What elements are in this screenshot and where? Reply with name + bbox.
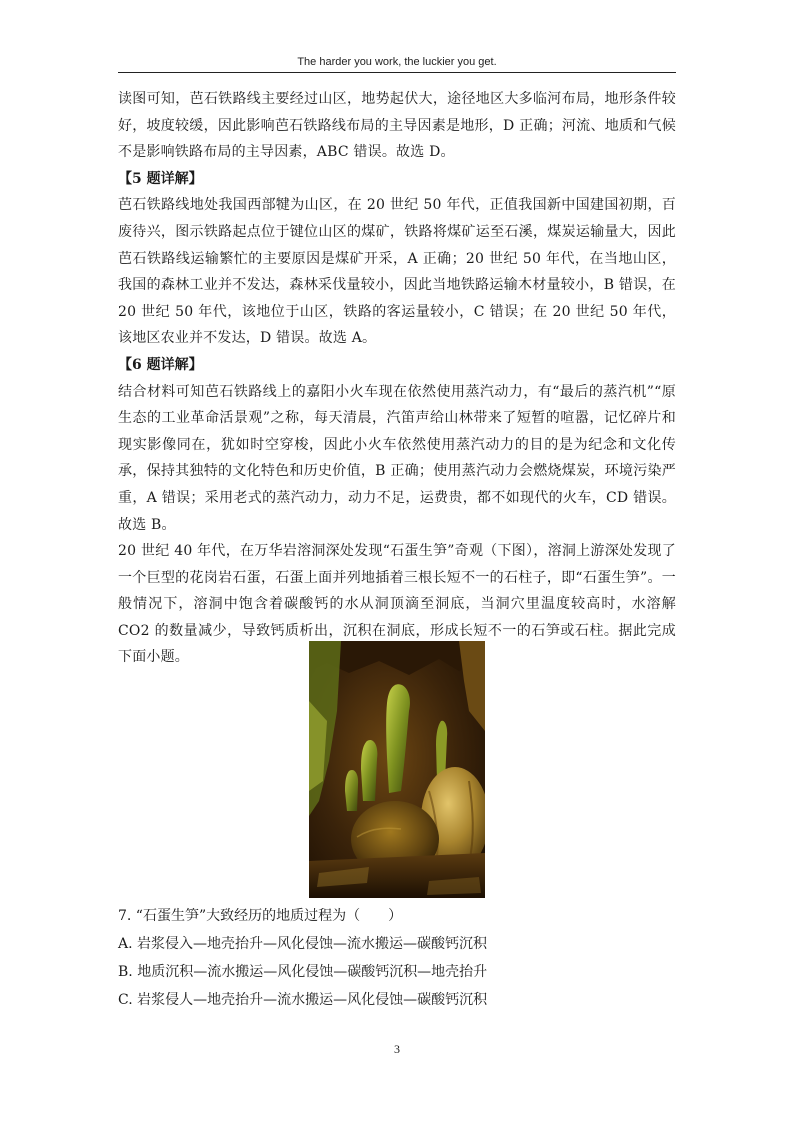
cave-stalagmite-photo [309, 641, 485, 898]
header-divider [118, 72, 676, 73]
question-7-option-c: C. 岩浆侵人—地壳抬升—流水搬运—风化侵蚀—碳酸钙沉积 [118, 992, 488, 1008]
heading-q5-explanation: 【5 题详解】 [118, 170, 203, 187]
heading-q6-explanation: 【6 题详解】 [118, 356, 203, 373]
question-7-option-b: B. 地质沉积—流水搬运—风化侵蚀—碳酸钙沉积—地壳抬升 [118, 964, 488, 980]
question-7 [118, 902, 676, 1014]
document-body [118, 86, 676, 671]
paragraph-q6-explanation: 结合材料可知芭石铁路线上的嘉阳小火车现在依然使用蒸汽动力，有“最后的蒸汽机”“原生态的工业革命活景观”之称，每天清晨，汽笛声给山林带来了短暂的喧嚣，记忆碎片和现实影像同在，犹如时空穿梭，因此小火车依然使用蒸汽动力的目的是为纪念和文化传承，保持其独特的文化特色和历史价值，B 正确；使用蒸汽动力会燃烧煤炭，环境污染严重，A 错误；采用老式的蒸汽动力，动力不足，运费贵，都不如现代的火车，CD 错误。故选 B。 [118, 383, 676, 533]
paragraph-q5-explanation: 芭石铁路线地处我国西部犍为山区，在 20 世纪 50 年代，正值我国新中国建国初期，百废待兴，图示铁路起点位于键位山区的煤矿，铁路将煤矿运至石溪，煤炭运输量大，因此芭石铁路线运输繁忙的主要原因是煤矿开采，A 正确；20 世纪 50 年代，在当地山区，我国的森林工业并不发达，森林采伐量较小，因此当地铁路运输木材量较小，B 错误，在 20 世纪 50 年代，该地位于山区，铁路的客运量较小，C 错误；在 20 世纪 50 年代，该地区农业并不发达，D 错误。故选 A。 [118, 197, 676, 347]
page-number: 3 [394, 1042, 400, 1056]
paragraph-q4-conclusion: 读图可知，芭石铁路线主要经过山区，地势起伏大，途径地区大多临河布局，地形条件较好，坡度较缓，因此影响芭石铁路线布局的主导因素是地形，D 正确；河流、地质和气候不是影响铁路布局的主导因素，ABC 错误。故选 D。 [118, 91, 676, 161]
question-7-option-a: A. 岩浆侵入—地壳抬升—风化侵蚀—流水搬运—碳酸钙沉积 [118, 936, 488, 952]
page-header-motto: The harder you work, the luckier you get. [297, 56, 497, 68]
paragraph-cave-material: 20 世纪 40 年代，在万华岩溶洞深处发现“石蛋生笋”奇观（下图），溶洞上游深处发现了一个巨型的花岗岩石蛋，石蛋上面并列地插着三根长短不一的石柱子，即“石蛋生笋”。一般情况下，溶洞中饱含着碳酸钙的水从洞顶滴至洞底，当洞穴里温度较高时，水溶解 CO2 的数量减少，导致钙质析出，沉积在洞底，形成长短不一的石笋或石柱。据此完成下面小题。 [118, 543, 676, 666]
question-7-stem: 7. “石蛋生笋”大致经历的地质过程为（ ） [118, 908, 403, 924]
